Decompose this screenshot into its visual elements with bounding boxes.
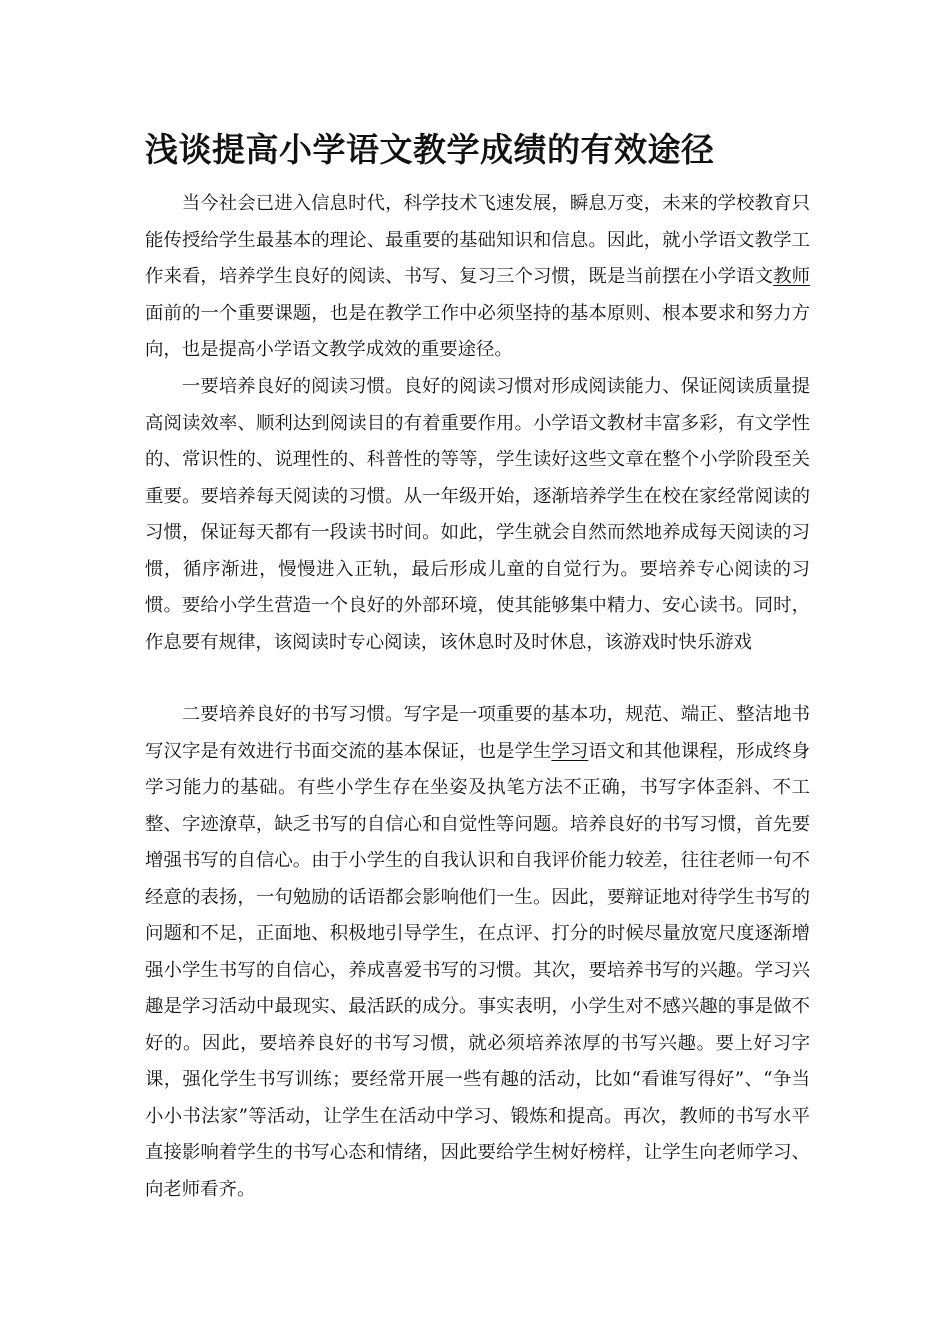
paragraph-reading-habit	[145, 369, 810, 661]
paragraph-intro	[145, 186, 810, 369]
text-segment: 语文和其他课程，形成终身学习能力的基础。有些小学生存在坐姿及执笔方法不正确，书写字体歪斜、不工整、字迹潦草，缺乏书写的自信心和自觉性等问题。培养良好的书写习惯，首先要增强书写的自信心。由于小学生的自我认识和自我评价能力较差，往往老师一句不经意的表扬，一句勉励的话语都会影响他们一生。因此，要辩证地对待学生书写的问题和不足，正面地、积极地引导学生，在点评、打分的时候尽量放宽尺度逐渐增强小学生书写的自信心，养成喜爱书写的习惯。其次，要培养书写的兴趣。学习兴趣是学习活动中最现实、最活跃的成分。事实表明，小学生对不感兴趣的事是做不好的。因此，要培养良好的书写习惯，就必须培养浓厚的书写兴趣。要上好习字课，强化学生书写训练；要经常开展一些有趣的活动，比如“看谁写得好”、“争当小小书法家”等活动，让学生在活动中学习、锻炼和提高。再次，教师的书写水平直接影响着学生的书写心态和情绪，因此要给学生树好榜样，让学生向老师学习、向老师看齐。	[145, 740, 810, 1200]
paragraph-text: 一要培养良好的阅读习惯。良好的阅读习惯对形成阅读能力、保证阅读质量提高阅读效率、顺利达到阅读目的有着重要作用。小学语文教材丰富多彩，有文学性的、常识性的、说理性的、科普性的等等，学生读好这些文章在整个小学阶段至关重要。要培养每天阅读的习惯。从一年级开始，逐渐培养学生在校在家经常阅读的习惯，保证每天都有一段读书时间。如此，学生就会自然而然地养成每天阅读的习惯，循序渐进，慢慢进入正轨，最后形成儿童的自觉行为。要培养专心阅读的习惯。要给小学生营造一个良好的外部环境，使其能够集中精力、安心读书。同时，作息要有规律，该阅读时专心阅读，该休息时及时休息，该游戏时快乐游戏	[145, 376, 810, 653]
link-teacher[interactable]: 教师	[773, 266, 810, 287]
text-segment: 二要培养良好的书写习惯。写字是一项重要的基本功，规范、端正、整洁地书写汉字是有效进行书面交流的基本保证，也是学生	[145, 704, 810, 762]
link-study[interactable]: 学习	[551, 740, 589, 762]
text-segment: 当今社会已进入信息时代，科学技术飞速发展，瞬息万变，未来的学校教育只能传授给学生最基本的理论、最重要的基础知识和信息。因此，就小学语文教学工作来看，培养学生良好的阅读、书写、复习三个习惯，既是当前摆在小学语文	[145, 193, 810, 287]
text-segment: 面前的一个重要课题，也是在教学工作中必须坚持的基本原则、根本要求和努力方向，也是提高小学语文教学成效的重要途径。	[145, 302, 810, 360]
paragraph-text	[145, 186, 810, 369]
paragraph-writing-habit	[145, 697, 810, 1208]
document-title: 浅谈提高小学语文教学成绩的有效途径	[145, 130, 715, 169]
paragraph-text	[145, 697, 810, 1208]
